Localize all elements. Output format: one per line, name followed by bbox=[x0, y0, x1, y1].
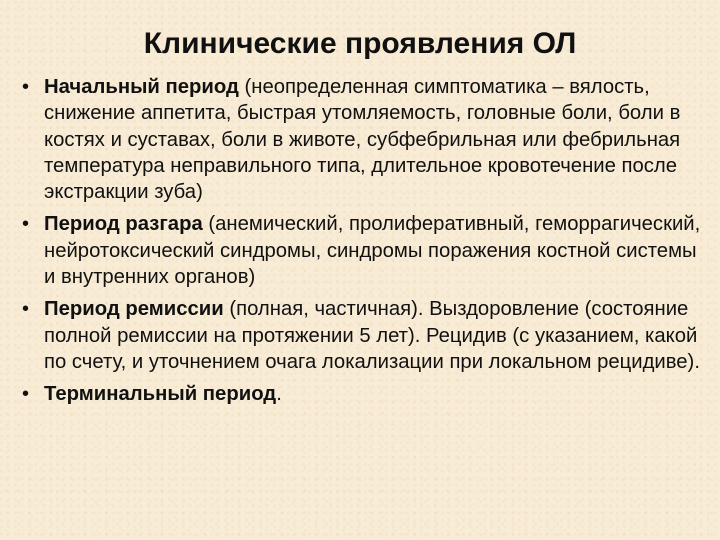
bullet-initial-period bbox=[22, 74, 712, 205]
bullet-term: Период разгара bbox=[44, 213, 203, 236]
bullet-term: Терминальный период bbox=[44, 383, 277, 406]
bullet-terminal-period bbox=[22, 381, 712, 407]
bullet-marker: • bbox=[22, 76, 30, 98]
bullet-peak-period bbox=[22, 211, 712, 290]
bullet-text: (анемический, пролиферативный, геморрагический, нейротоксический синдромы, синдромы поражения костной системы и внутренних органов) bbox=[44, 213, 701, 289]
bullet-marker: • bbox=[22, 213, 30, 236]
bullet-term: Период ремиссии bbox=[44, 298, 224, 321]
bullet-text: (неопределенная симптоматика – вялость, снижение аппетита, быстрая утомляемость, головные боли, боли в костях и суставах, боли в животе, субфебрильная или фебрильная температура неправильного типа, длительное кровотечение после экстракции зуба) bbox=[44, 76, 681, 204]
bullet-term: Начальный период bbox=[44, 76, 239, 98]
bullet-text: . bbox=[276, 383, 282, 406]
bullet-marker: • bbox=[22, 383, 30, 406]
bullet-text: (полная, частичная). Выздоровление (состояние полной ремиссии на протяжении 5 лет). Рецидив (с указанием, какой по счету, и уточнением очага локализации при локальном рецидиве). bbox=[44, 298, 700, 373]
slide-title: Клинические проявления ОЛ bbox=[143, 27, 577, 60]
bullet-marker: • bbox=[22, 298, 30, 321]
bullet-remission-period bbox=[22, 296, 712, 375]
bullet-list bbox=[22, 74, 712, 414]
